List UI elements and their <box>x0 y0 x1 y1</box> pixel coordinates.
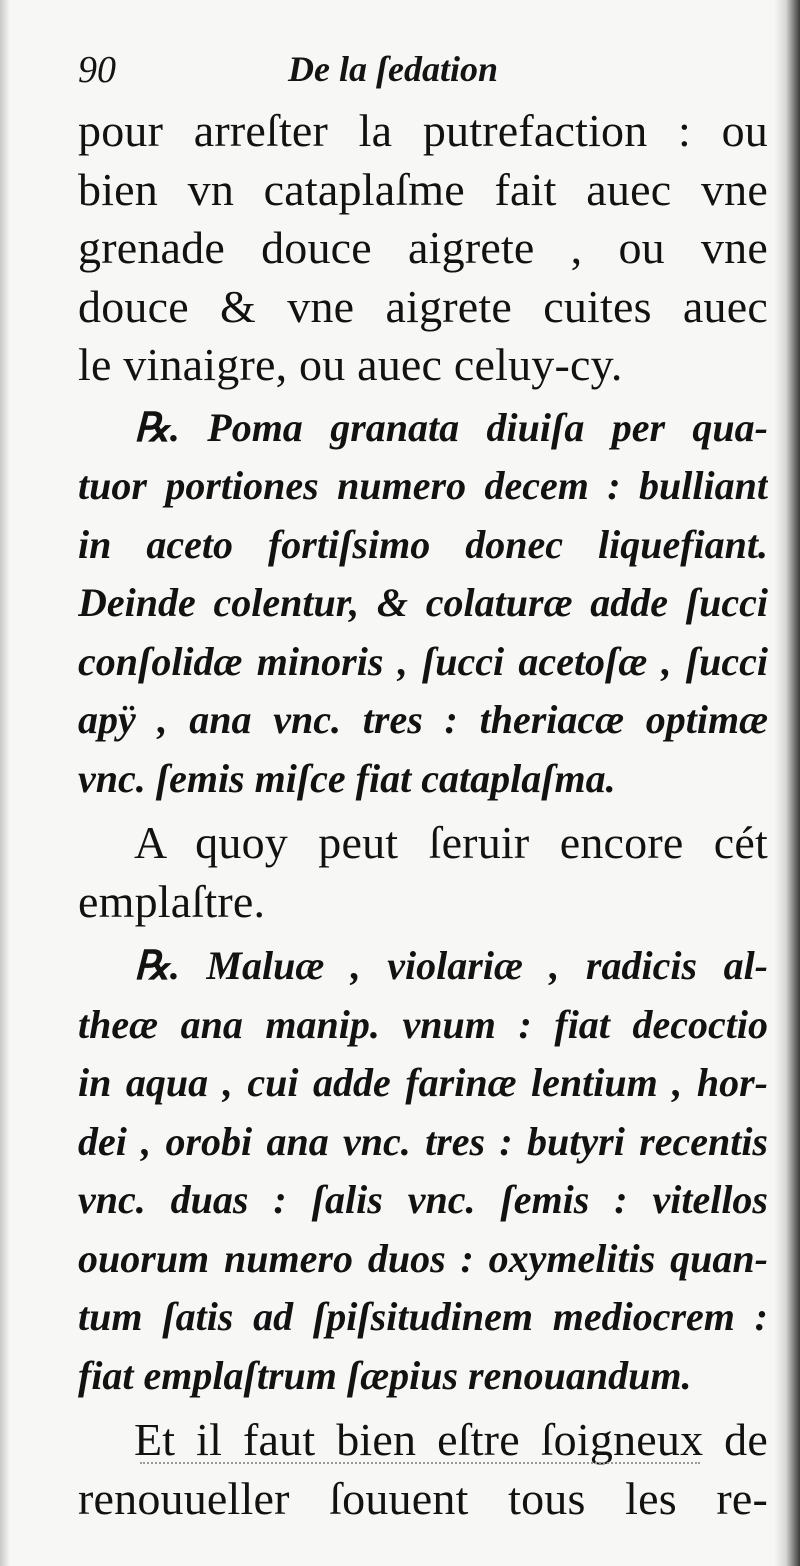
text-line: bien vn cataplaſme fait auec vne <box>78 163 768 215</box>
recipe-2 <box>78 937 768 1405</box>
text-line: renouueller ſouuent tous les re- <box>78 1472 768 1524</box>
recipe-line: ℞. Poma granata diuiſa per qua- <box>134 404 768 450</box>
page-header <box>78 40 768 100</box>
recipe-line: ouorum numero duos : oxymelitis quan- <box>78 1235 768 1281</box>
text-line: Et il faut bien eſtre ſoigneux de <box>134 1414 768 1465</box>
text-line: pour arreſter la putrefaction : ou <box>78 105 768 156</box>
recipe-line: tuor portiones numero decem : bulliant <box>78 463 768 508</box>
text-line: grenade douce aigrete , ou vne <box>78 222 768 273</box>
recipe-line: tum ſatis ad ſpiſsitudinem mediocrem : <box>78 1294 768 1339</box>
recipe-line: in aqua , cui adde farinæ lentium , hor- <box>78 1060 768 1105</box>
recipe-line: conſolidæ minoris , ſucci acetoſæ , ſucci <box>78 638 768 684</box>
page-left-edge <box>0 0 10 1566</box>
paragraph-1 <box>78 102 768 395</box>
running-head: De la ſedation <box>288 49 498 89</box>
recipe-line: vnc. duas : ſalis vnc. ſemis : vitellos <box>78 1177 768 1222</box>
footer-rule <box>140 1462 700 1470</box>
text-line: le vinaigre, ou auec celuy-cy. <box>78 339 623 390</box>
page-gutter-shadow <box>774 0 800 1566</box>
recipe-line: apÿ , ana vnc. tres : theriacæ optimæ <box>78 697 768 742</box>
text-line: douce & vne aigrete cuites auec <box>78 280 768 332</box>
recipe-line: vnc. ſemis miſce fiat cataplaſma. <box>78 755 616 801</box>
recipe-line: fiat emplaſtrum ſæpius renouandum. <box>78 1352 692 1398</box>
recipe-line: ℞. Maluæ , violariæ , radicis al- <box>134 943 768 988</box>
recipe-1 <box>78 399 768 809</box>
recipe-line: in aceto fortiſsimo donec liquefiant. <box>78 521 768 567</box>
recipe-line: theæ ana manip. vnum : fiat decoctio <box>78 1001 768 1047</box>
paragraph-2 <box>78 814 768 931</box>
page-body <box>78 98 768 1528</box>
text-line: A quoy peut ſeruir encore cét <box>134 817 768 868</box>
text-line: emplaſtre. <box>78 875 266 927</box>
page-number: 90 <box>78 49 116 91</box>
recipe-line: Deinde colentur, & colaturæ adde ſucci <box>78 580 768 625</box>
recipe-line: dei , orobi ana vnc. tres : butyri recentis <box>78 1118 768 1164</box>
